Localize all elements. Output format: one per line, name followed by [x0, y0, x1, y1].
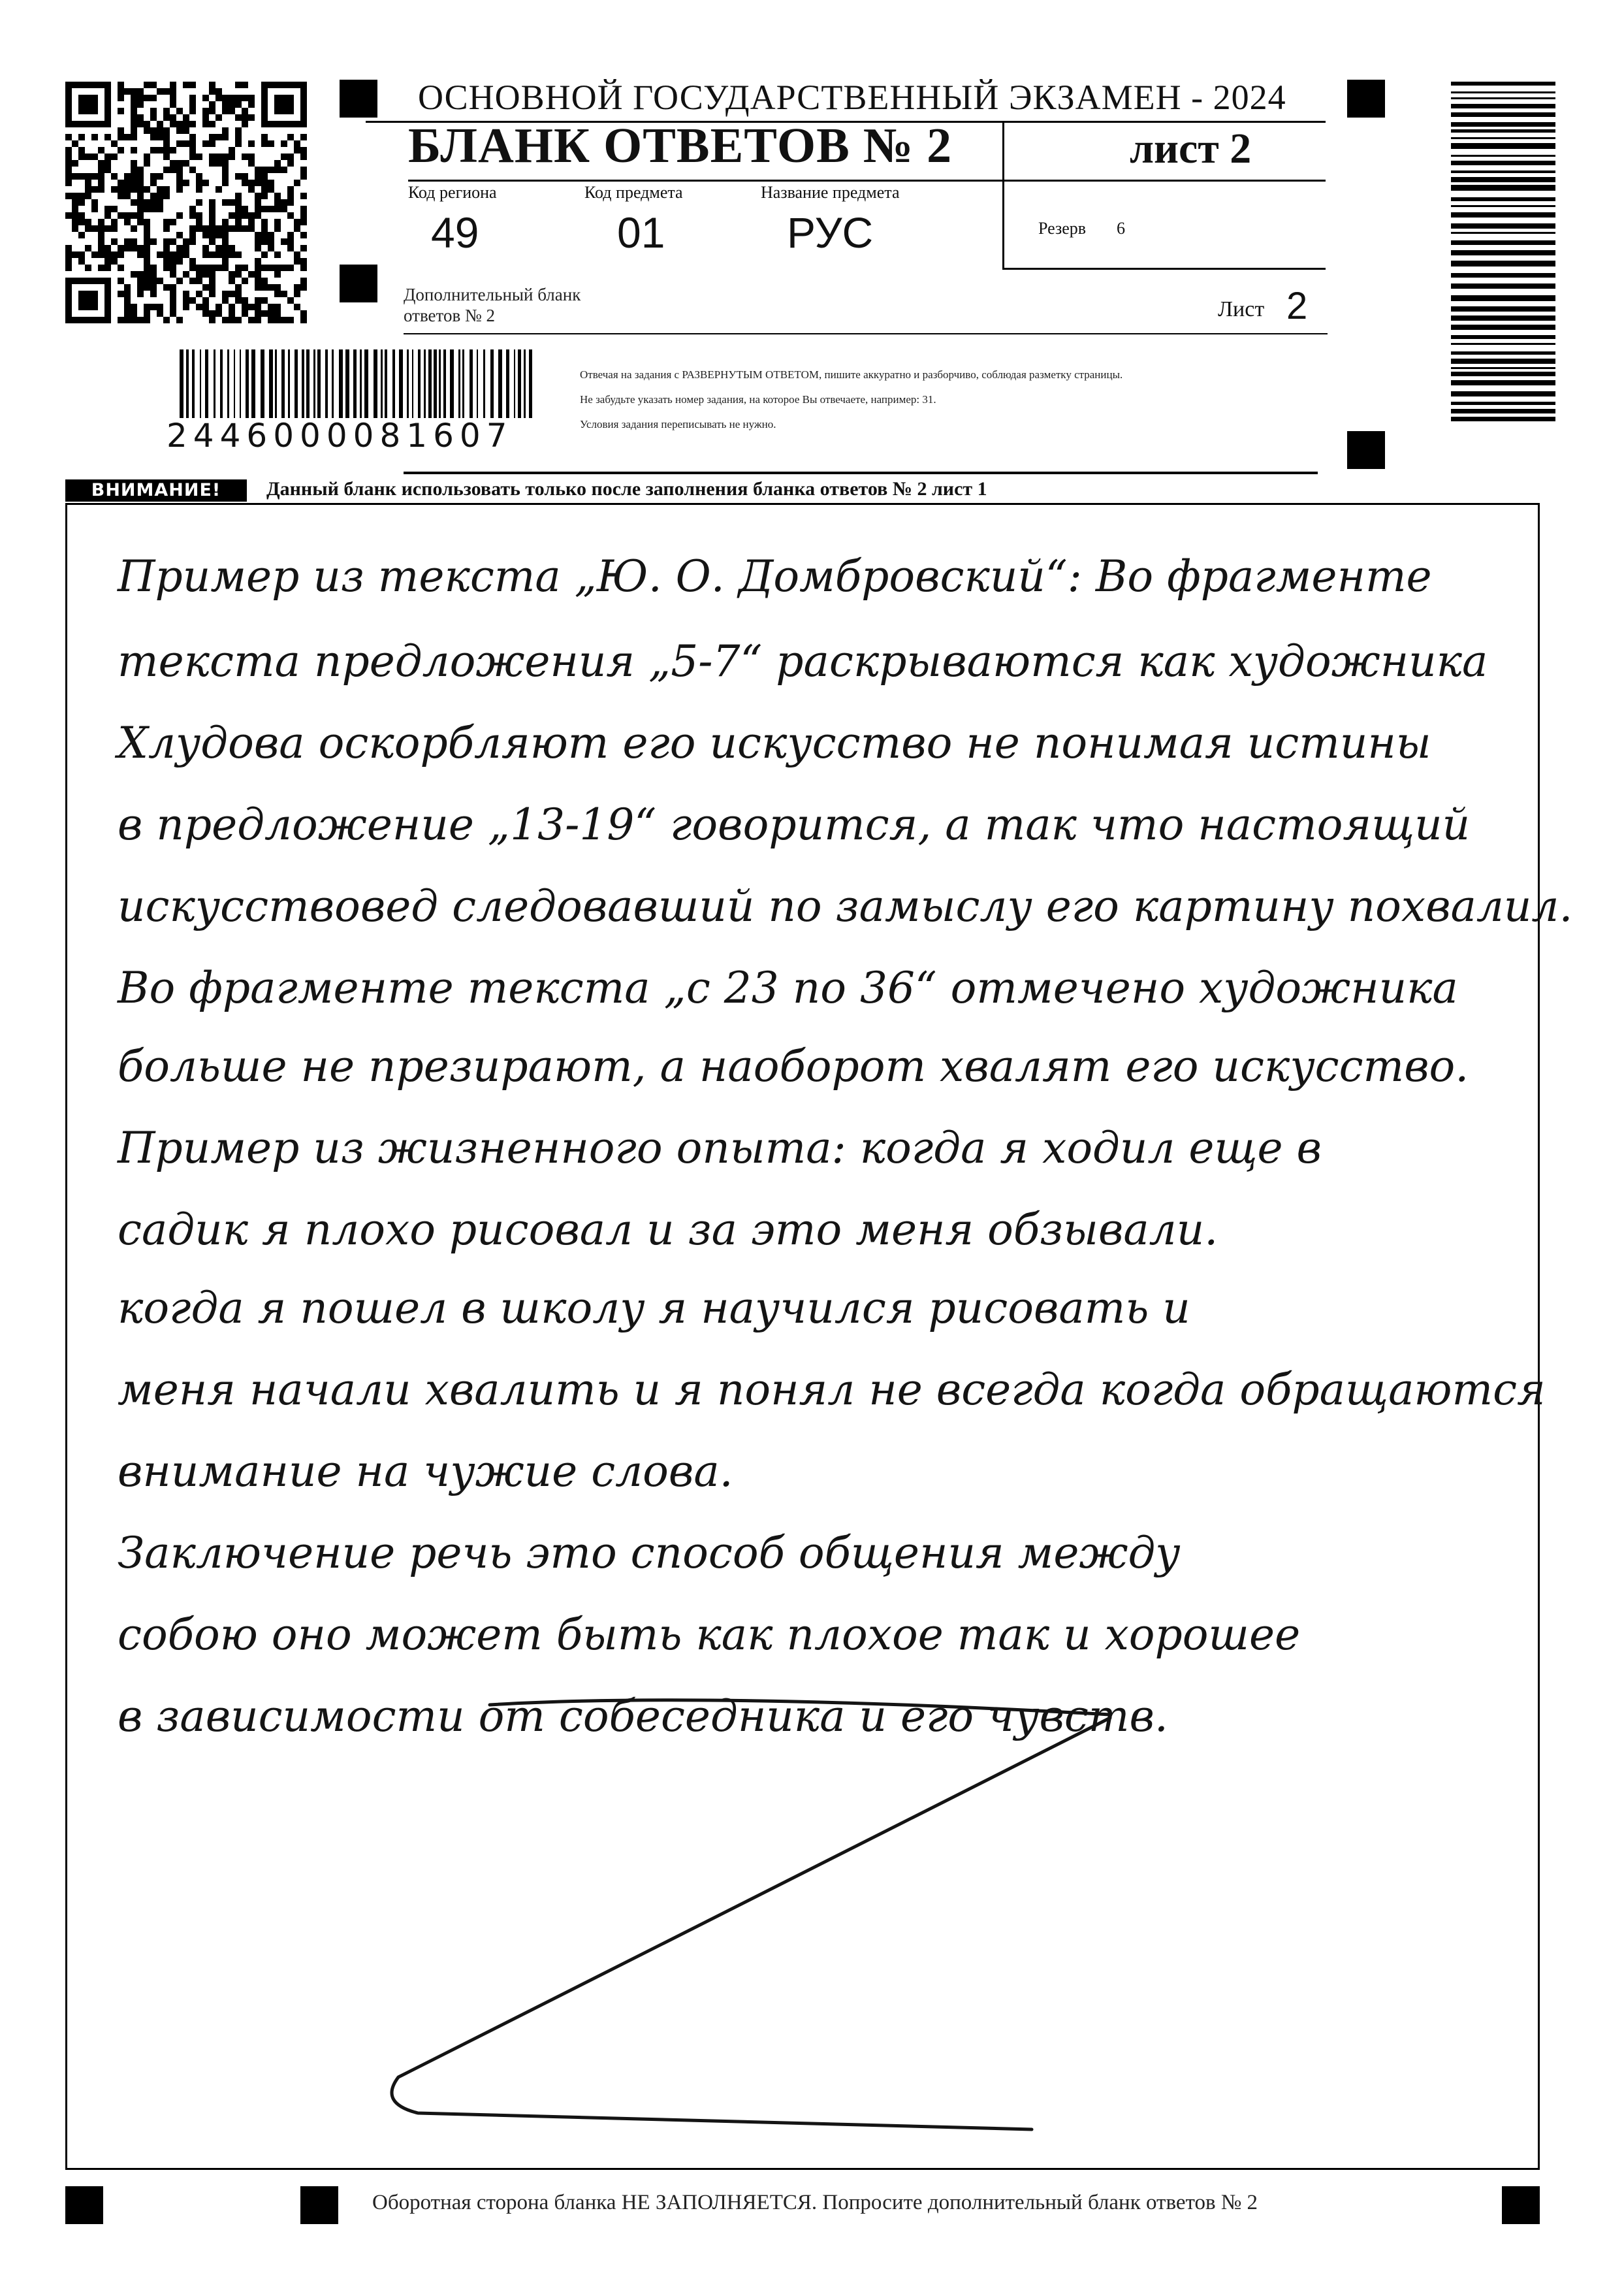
barcode-number: 2446000081607: [167, 417, 513, 455]
answer-line: Пример из жизненного опыта: когда я ходил еще в: [118, 1123, 1322, 1173]
registration-marker: [340, 265, 377, 302]
answer-line: меня начали хвалить и я понял не всегда когда обращаются: [118, 1365, 1546, 1415]
extra-underline: [404, 333, 1328, 334]
sheet-value: 2: [1286, 285, 1308, 327]
subject-name-label: Название предмета: [761, 183, 900, 202]
registration-marker: [340, 80, 377, 118]
answer-line: Во фрагменте текста „с 23 по 36“ отмечено художника: [118, 963, 1458, 1013]
header-divider: [1002, 123, 1004, 270]
answer-line: в предложение „13-19“ говорится, а так что настоящий: [118, 800, 1471, 850]
answer-line: искусствовед следовавший по замыслу его картину похвалил.: [118, 881, 1573, 931]
attention-text: Данный бланк использовать только после заполнения бланка ответов № 2 лист 1: [266, 478, 987, 500]
answer-line: Заключение речь это способ общения между: [118, 1528, 1181, 1578]
instructions: [580, 363, 1396, 437]
instruction-line: Отвечая на задания с РАЗВЕРНУТЫМ ОТВЕТОМ, пишите аккуратно и разборчиво, соблюдая разметку страницы.: [580, 368, 1123, 381]
reserve-value: 6: [1117, 219, 1125, 238]
attention-badge: ВНИМАНИЕ!: [65, 479, 247, 502]
qr-code: [65, 82, 307, 323]
sheet-title: лист 2: [1130, 125, 1252, 172]
subject-name-value: РУС: [787, 208, 874, 257]
region-value: 49: [431, 208, 479, 257]
answer-line: больше не презирают, а наоборот хвалят его искусство.: [118, 1041, 1469, 1091]
answer-line: текста предложения „5-7“ раскрываются как художника: [118, 636, 1488, 687]
answer-line: Хлудова оскорбляют его искусство не понимая истины: [118, 718, 1431, 768]
instruction-line: Условия задания переписывать не нужно.: [580, 418, 776, 430]
form-title: БЛАНК ОТВЕТОВ № 2: [408, 118, 953, 173]
footer-note: Оборотная сторона бланка НЕ ЗАПОЛНЯЕТСЯ. Попросите дополнительный бланк ответов № 2: [372, 2191, 1258, 2214]
answer-line: Пример из текста „Ю. О. Домбровский“: Во фрагменте: [118, 551, 1432, 602]
vertical-barcode: [1451, 82, 1555, 421]
header-divider: [1002, 268, 1326, 270]
registration-marker: [65, 2186, 103, 2224]
subject-code-label: Код предмета: [584, 183, 683, 202]
extra-form-label: Дополнительный бланк ответов № 2: [404, 285, 581, 325]
answer-line: в зависимости от собеседника и его чувств.: [118, 1691, 1168, 1741]
instructions-underline: [404, 472, 1318, 474]
instruction-line: Не забудьте указать номер задания, на которое Вы отвечаете, например: 31.: [580, 393, 936, 406]
header-divider: [408, 180, 1326, 182]
answer-line: когда я пошел в школу я научился рисовать и: [118, 1283, 1190, 1333]
reserve-label: Резерв: [1038, 219, 1087, 238]
subject-code-value: 01: [617, 208, 665, 257]
answer-line: собою оно может быть как плохое так и хорошее: [118, 1609, 1301, 1660]
exam-title: ОСНОВНОЙ ГОСУДАРСТВЕННЫЙ ЭКЗАМЕН - 2024: [418, 78, 1286, 117]
registration-marker: [300, 2186, 338, 2224]
answer-line: садик я плохо рисовал и за это меня обзывали.: [118, 1204, 1218, 1255]
region-label: Код региона: [408, 183, 497, 202]
sheet-label: Лист: [1218, 297, 1265, 321]
answer-line: внимание на чужие слова.: [118, 1446, 733, 1496]
registration-marker: [1347, 80, 1385, 118]
barcode: [180, 349, 535, 418]
z-strike-mark: [379, 1679, 1554, 2201]
